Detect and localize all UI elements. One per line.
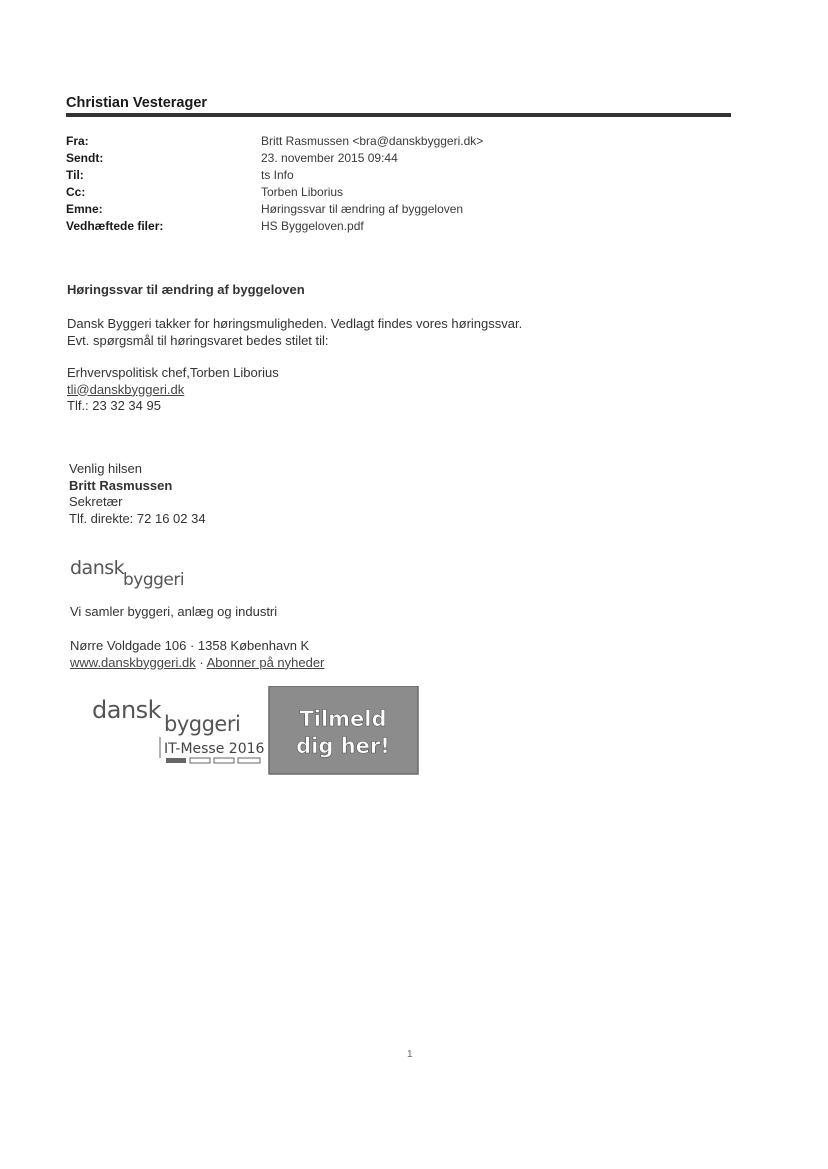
- paragraph-line: Evt. spørgsmål til høringsvaret bedes stilet til:: [67, 332, 329, 348]
- banner-stripe: [214, 758, 234, 763]
- header-value: Høringssvar til ændring af byggeloven: [261, 202, 464, 216]
- company-address: Nørre Voldgade 106 · 1358 København K: [70, 638, 310, 653]
- document-owner-name: Christian Vesterager: [66, 95, 208, 111]
- banner-stripe: [166, 758, 186, 763]
- header-label: Cc:: [66, 185, 86, 199]
- banner-logo-byggeri: byggeri: [164, 712, 241, 736]
- signature-greeting: Venlig hilsen: [69, 461, 142, 476]
- header-label: Til:: [66, 168, 84, 182]
- it-messe-banner[interactable]: [92, 686, 420, 776]
- header-row-subject: [66, 201, 483, 218]
- logo-word-dansk: dansk: [70, 557, 125, 579]
- signup-line-1: Tilmeld: [299, 707, 387, 731]
- contact-email-link[interactable]: tli@danskbyggeri.dk: [67, 381, 185, 397]
- email-body-heading: Høringssvar til ændring af byggeloven: [67, 282, 305, 297]
- link-separator: ·: [195, 654, 207, 670]
- subscribe-link[interactable]: Abonner på nyheder: [206, 654, 325, 670]
- header-value: ts Info: [261, 168, 294, 182]
- header-row-sent: [66, 150, 483, 167]
- paragraph-line: Dansk Byggeri takker for høringsmuligheden. Vedlagt findes vores høringssvar.: [67, 316, 523, 331]
- signature-role: Sekretær: [69, 494, 123, 509]
- header-row-to: [66, 167, 483, 184]
- header-label: Fra:: [66, 134, 89, 148]
- dansk-byggeri-logo: [70, 556, 210, 592]
- banner-event-name: IT-Messe 2016: [164, 741, 265, 757]
- address-block: [70, 638, 324, 671]
- header-row-attachments: [66, 218, 483, 235]
- contact-block: [67, 365, 279, 415]
- header-label: Sendt:: [66, 151, 104, 165]
- contact-phone: Tlf.: 23 32 34 95: [67, 398, 161, 413]
- page-number: 1: [407, 1049, 413, 1060]
- signature-block: [69, 461, 206, 527]
- contact-title: Erhvervspolitisk chef,Torben Liborius: [67, 365, 279, 380]
- attachment-filename: HS Byggeloven.pdf: [261, 219, 364, 233]
- logo-word-byggeri: byggeri: [123, 570, 185, 590]
- signature-phone: Tlf. direkte: 72 16 02 34: [69, 510, 206, 526]
- header-row-from: [66, 133, 483, 150]
- header-divider: [66, 113, 731, 117]
- banner-logo-dansk: dansk: [92, 696, 162, 724]
- banner-stripe: [190, 758, 210, 763]
- header-label: Vedhæftede filer:: [66, 219, 164, 233]
- email-header-block: [66, 133, 483, 235]
- header-value: Britt Rasmussen <bra@danskbyggeri.dk>: [261, 134, 484, 148]
- banner-stripe: [238, 758, 260, 763]
- signature-tagline: Vi samler byggeri, anlæg og industri: [70, 604, 278, 619]
- header-value: 23. november 2015 09:44: [261, 151, 398, 165]
- header-value: Torben Liborius: [261, 185, 344, 199]
- signature-name: Britt Rasmussen: [69, 477, 173, 493]
- signup-line-2: dig her!: [296, 734, 390, 758]
- header-label: Emne:: [66, 202, 103, 216]
- email-body-paragraph: [67, 316, 522, 349]
- header-row-cc: [66, 184, 483, 201]
- website-link[interactable]: www.danskbyggeri.dk: [70, 654, 196, 670]
